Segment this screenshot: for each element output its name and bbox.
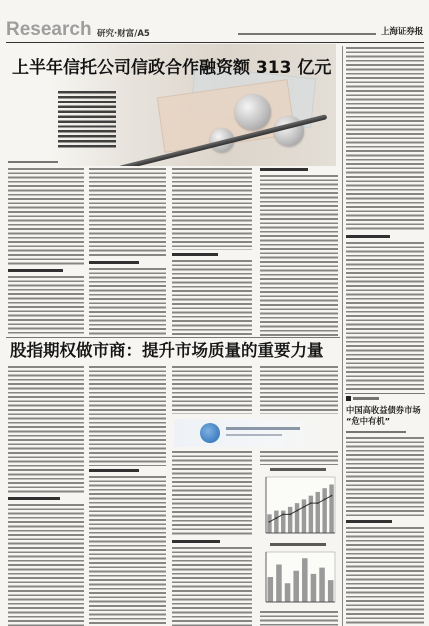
chart-1-caption xyxy=(270,468,326,471)
chart-1-point xyxy=(324,499,326,501)
article-subheading xyxy=(346,520,392,523)
byline xyxy=(346,431,406,433)
article-body-text xyxy=(89,268,166,336)
article-divider xyxy=(6,337,340,338)
chart-2-bar xyxy=(319,568,325,602)
emblem-icon xyxy=(200,423,220,443)
chart-2-bar xyxy=(302,558,308,602)
chart-2-bar xyxy=(293,571,299,602)
chart-1-point xyxy=(331,495,333,497)
chart-2-bar xyxy=(328,580,334,602)
issue-date-line xyxy=(238,33,376,35)
chart-1-bar xyxy=(274,511,278,533)
section-title-english: Research xyxy=(6,19,92,40)
article-body-text xyxy=(172,168,252,250)
article-body-text xyxy=(260,611,338,626)
article-body-text xyxy=(89,168,166,258)
chart-2-bar xyxy=(268,577,274,602)
chart-1-bar xyxy=(329,484,333,533)
article-body-text xyxy=(260,366,338,414)
chart-2-bar xyxy=(311,574,317,602)
chart-1-point xyxy=(282,513,284,515)
article-subheading xyxy=(8,497,60,500)
chart-1-bar xyxy=(316,492,320,533)
chart-1-bar xyxy=(295,503,299,533)
article-subheading xyxy=(172,540,220,543)
sidebar-section-label xyxy=(353,397,379,400)
chart-1-point xyxy=(269,521,271,523)
article-body-text xyxy=(8,366,84,494)
article-body-text xyxy=(260,175,338,336)
article-body-text xyxy=(172,366,252,414)
article-body-text xyxy=(346,437,424,517)
article-body-text xyxy=(8,504,84,626)
chart-1-point xyxy=(289,513,291,515)
byline xyxy=(8,161,58,163)
chart-1-point xyxy=(310,502,312,504)
article-subheading xyxy=(89,261,139,264)
article-subheading xyxy=(8,269,63,272)
newspaper-logo: 上海证券报 xyxy=(381,27,423,37)
chart-2 xyxy=(260,549,338,607)
chart-2-caption xyxy=(270,543,326,546)
article-body-text xyxy=(8,276,84,336)
chart-1-bar xyxy=(302,499,306,533)
article-body-text xyxy=(8,168,84,266)
chart-2-bar xyxy=(285,583,291,602)
chart-2-bar xyxy=(276,565,282,603)
chart-1-point xyxy=(303,506,305,508)
second-headline: 股指期权做市商：提升市场质量的重要力量 xyxy=(10,341,324,360)
chart-1-bar xyxy=(267,514,271,533)
section-page-label: 研究·财富/A5 xyxy=(97,29,150,39)
chart-1-bar xyxy=(309,496,313,533)
chart-1 xyxy=(260,474,338,538)
sidebar-headline: “危中有机” xyxy=(346,416,391,426)
article-body-text xyxy=(89,476,166,626)
lead-headline: 上半年信托公司信政合作融资额 313 亿元 xyxy=(12,58,332,78)
sidebar-headline: 中国高收益债券市场 xyxy=(346,405,421,415)
chart-1-point xyxy=(296,510,298,512)
article-body-text xyxy=(346,242,424,390)
chart-1-bar xyxy=(288,507,292,533)
article-subheading xyxy=(172,253,218,256)
chart-1-bar xyxy=(322,488,326,533)
article-body-text xyxy=(89,366,166,466)
section-marker-icon xyxy=(346,396,351,401)
article-body-text xyxy=(260,451,338,465)
article-body-text xyxy=(346,47,424,231)
article-subheading xyxy=(89,469,139,472)
banner-text-line xyxy=(226,427,300,430)
chart-1-point xyxy=(275,517,277,519)
article-body-text xyxy=(172,547,252,626)
sidebar-section-rule xyxy=(345,393,425,394)
article-body-text xyxy=(172,260,252,336)
sidebar-divider xyxy=(342,46,343,626)
article-body-text xyxy=(346,527,424,626)
chart-1-point xyxy=(317,502,319,504)
article-subheading xyxy=(346,235,390,238)
coin-graphic xyxy=(235,94,271,130)
banner-text-line xyxy=(226,434,282,436)
research-logo-banner xyxy=(174,419,338,447)
article-body-text xyxy=(172,451,252,537)
lead-summary-text xyxy=(58,91,116,149)
article-subheading xyxy=(260,168,308,171)
